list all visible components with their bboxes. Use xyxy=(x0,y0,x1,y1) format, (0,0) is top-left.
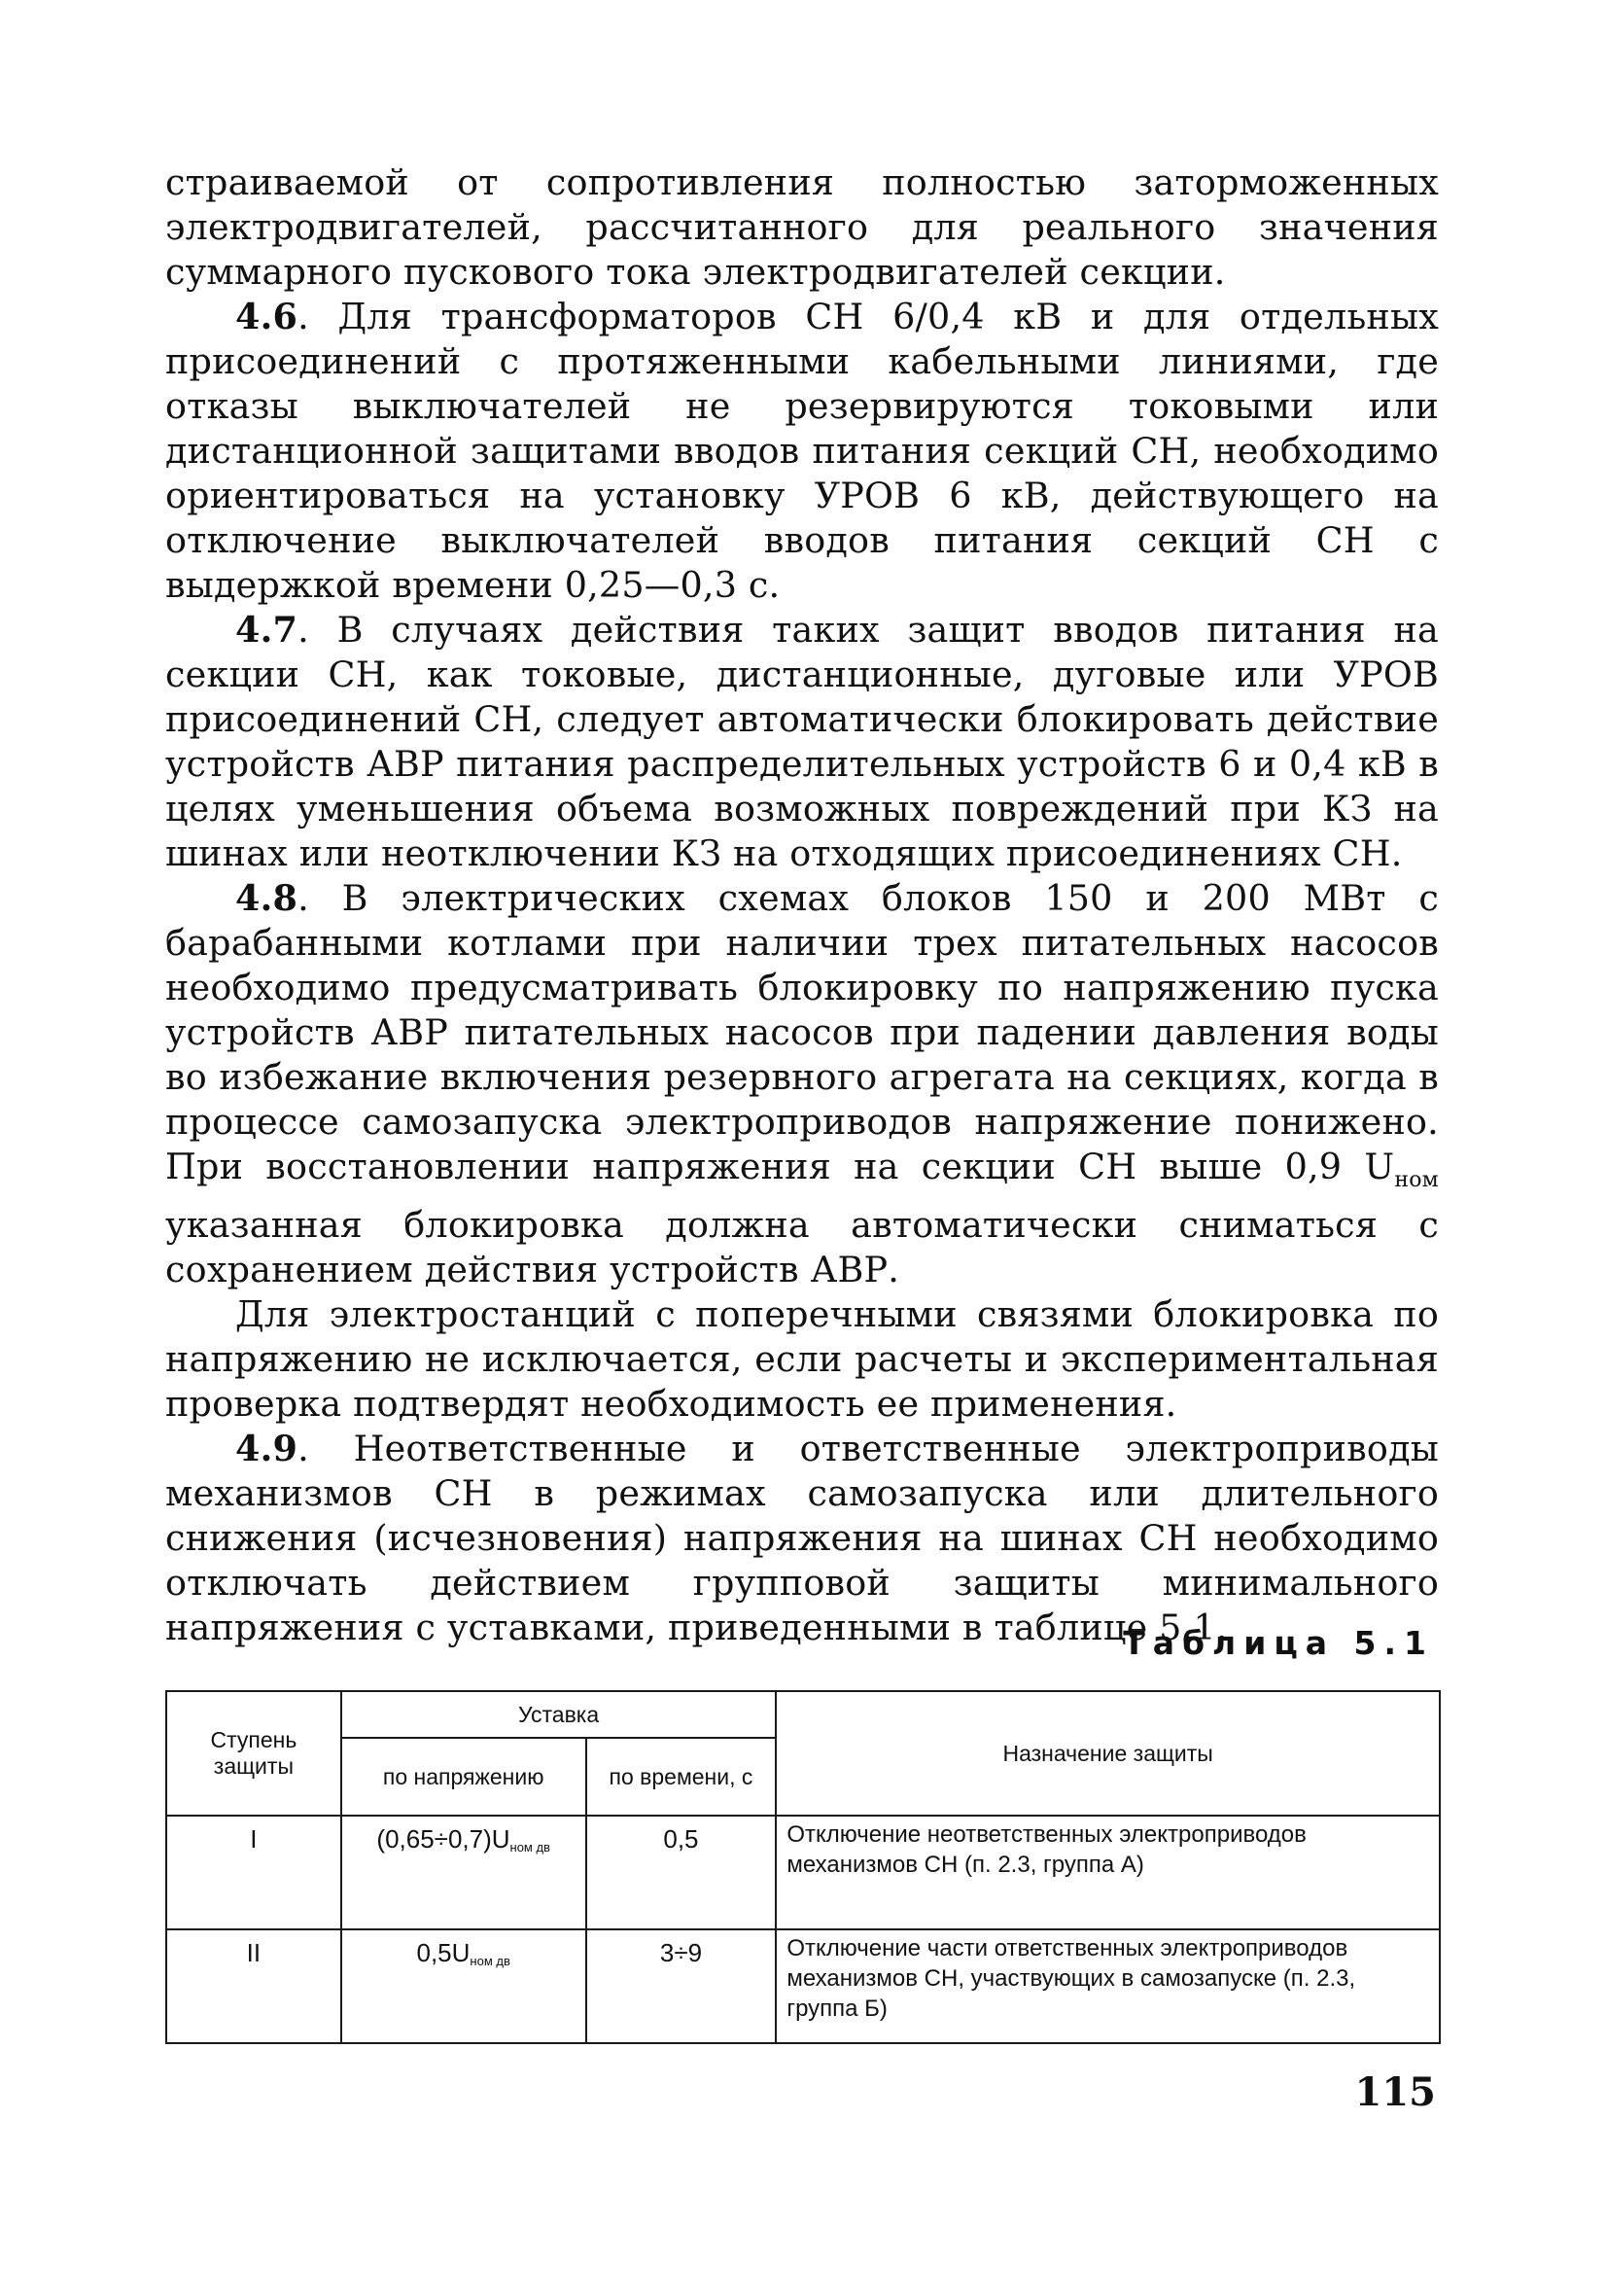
cell-purpose: Отключение части ответственных электроприводов механизмов СН, участвующих в самозапуске (п. 2.3, группа Б) xyxy=(776,1929,1440,2043)
paragraph-text: . Для трансформаторов СН 6/0,4 кВ и для отдельных присоединений с протяженными кабельными линиями, где отказы выключателей не резервируются токовыми или дистанционной защитами вводов питания секций СН, необходимо ориентироваться на установку УРОВ 6 кВ, действующего на отключение выключателей вводов питания секций СН с выдержкой времени 0,25—0,3 с. xyxy=(165,296,1439,606)
header-time: по времени, с xyxy=(586,1738,777,1816)
table-row xyxy=(166,1929,1440,2043)
table-row xyxy=(166,1816,1440,1929)
paragraph-text: . В случаях действия таких защит вводов питания на секции СН, как токовые, дистанционные, дуговые или УРОВ присоединений СН, следует автоматически блокировать действие устройств АВР питания распределительных устройств 6 и 0,4 кВ в целях уменьшения объема возможных повреждений при КЗ на шинах или неотключении КЗ на отходящих присоединениях СН. xyxy=(165,609,1439,874)
cell-stage: I xyxy=(166,1816,341,1929)
cell-voltage: (0,65÷0,7)Uном дв xyxy=(341,1816,586,1929)
table-caption: Таблица 5.1 xyxy=(1123,1624,1434,1662)
page-number: 115 xyxy=(1354,2069,1436,2115)
subscript: ном xyxy=(1394,1168,1439,1192)
body-text xyxy=(165,160,1439,1650)
cell-time: 0,5 xyxy=(586,1816,777,1929)
section-number: 4.8 xyxy=(235,877,298,919)
paragraph-power-stations xyxy=(165,1292,1439,1427)
paragraph-text: . Неответственные и ответственные электроприводы механизмов СН в режимах самозапуска или длительного снижения (исчезновения) напряжения на шинах СН необходимо отключать действием групповой защиты минимального напряжения с уставками, приведенными в таблице 5.1. xyxy=(165,1428,1439,1648)
paragraph-text: указанная блокировка должна автоматически сниматься с сохранением действия устройств АВР. xyxy=(165,1204,1439,1290)
header-purpose: Назначение защиты xyxy=(776,1691,1440,1816)
paragraph-4-9 xyxy=(165,1427,1439,1650)
paragraph-4-8 xyxy=(165,876,1439,1292)
cell-stage: II xyxy=(166,1929,341,2043)
header-setting: Уставка xyxy=(341,1691,777,1738)
cell-voltage: 0,5Uном дв xyxy=(341,1929,586,2043)
settings-table xyxy=(165,1690,1441,2044)
paragraph-text: . В электрических схемах блоков 150 и 200 МВт с барабанными котлами при наличии трех питательных насосов необходимо предусматривать блокировку по напряжению пуска устройств АВР питательных насосов при падении давления воды во избежание включения резервного агрегата на секциях, когда в процессе самозапуска электроприводов напряжение понижено. При восстановлении напряжения на секции СН выше 0,9 U xyxy=(165,877,1439,1187)
paragraph-4-7 xyxy=(165,608,1439,876)
paragraph-4-6 xyxy=(165,295,1439,608)
table-header-row xyxy=(166,1691,1440,1738)
paragraph-continuation xyxy=(165,160,1439,295)
cell-purpose: Отключение неответственных электроприводов механизмов СН (п. 2.3, группа А) xyxy=(776,1816,1440,1929)
section-number: 4.6 xyxy=(235,296,298,337)
paragraph-text: страиваемой от сопротивления полностью заторможенных электродвигателей, рассчитанного для реального значения суммарного пускового тока электродвигателей секции. xyxy=(165,161,1439,293)
header-voltage: по напряжению xyxy=(341,1738,586,1816)
section-number: 4.7 xyxy=(235,609,298,651)
section-number: 4.9 xyxy=(235,1428,298,1469)
cell-time: 3÷9 xyxy=(586,1929,777,2043)
paragraph-text: Для электростанций с поперечными связями блокировка по напряжению не исключается, если расчеты и экспериментальная проверка подтвердят необходимость ее применения. xyxy=(165,1293,1439,1425)
header-stage: Ступень защиты xyxy=(166,1691,341,1816)
